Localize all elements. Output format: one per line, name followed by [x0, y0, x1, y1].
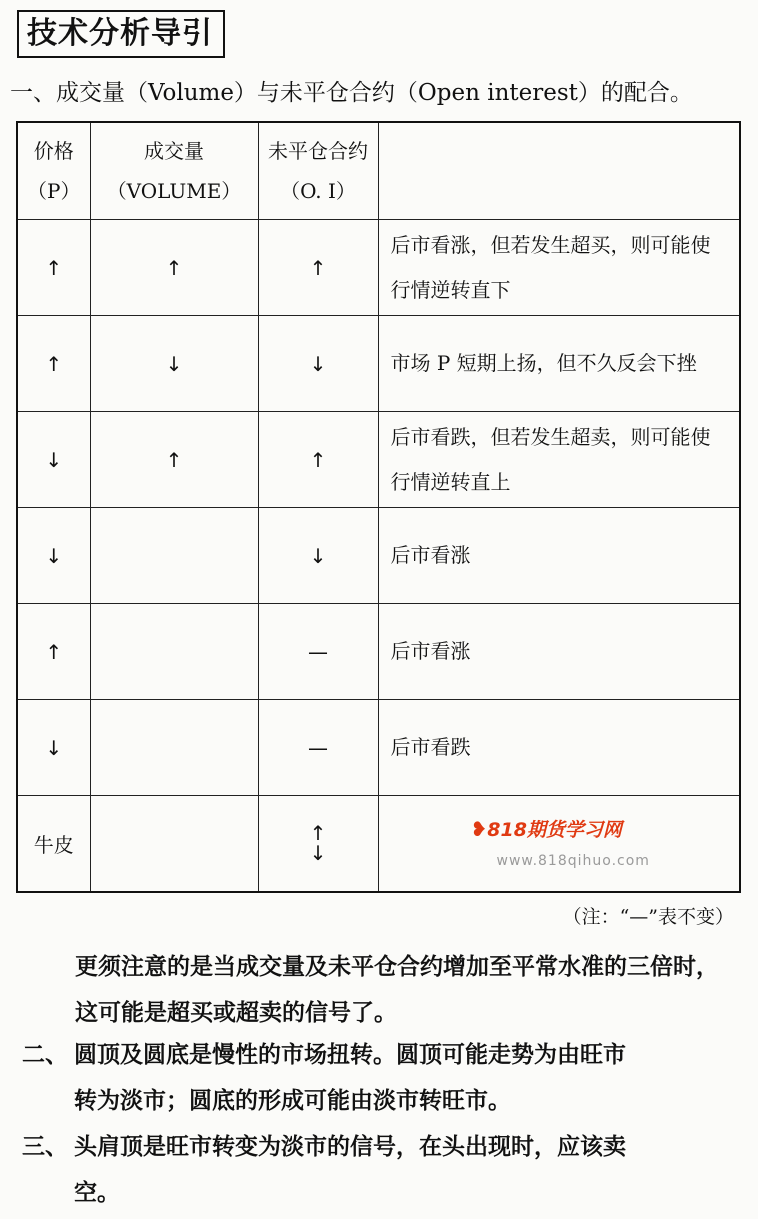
list-item-number: 三、 — [22, 1134, 68, 1160]
oi-cell — [258, 796, 378, 893]
header-desc — [378, 122, 740, 220]
oi-fluctuate — [309, 820, 327, 865]
oi-cell: — — [258, 604, 378, 700]
header-volume-symbol: （VOLUME） — [106, 179, 242, 203]
table-row — [17, 508, 740, 604]
desc-cell: 市场 P 短期上扬，但不久反会下挫 — [378, 316, 740, 412]
volume-cell — [90, 700, 258, 796]
watermark — [471, 807, 650, 869]
list-item — [22, 1032, 742, 1124]
oi-cell: ↓ — [258, 508, 378, 604]
table-row — [17, 220, 740, 316]
watermark-url: www.818qihuo.com — [496, 852, 650, 869]
price-cell: ↑ — [17, 220, 90, 316]
table-row — [17, 796, 740, 893]
price-cell: ↓ — [17, 700, 90, 796]
table-row — [17, 412, 740, 508]
list-item — [22, 1124, 742, 1216]
oi-cell: — — [258, 700, 378, 796]
desc-cell: 后市看涨 — [378, 604, 740, 700]
paragraph-volume-warning: 更须注意的是当成交量及未平仓合约增加至平常水准的三倍时，这可能是超买或超卖的信号了。 — [75, 954, 719, 1026]
volume-cell: ↓ — [90, 316, 258, 412]
list-item-text: 头肩顶是旺市转变为淡市的信号，在头出现时，应该卖 — [74, 1134, 626, 1160]
volume-cell: ↑ — [90, 220, 258, 316]
desc-cell: 后市看涨，但若发生超买，则可能使行情逆转直下 — [378, 220, 740, 316]
volume-cell — [90, 604, 258, 700]
oi-cell: ↑ — [258, 220, 378, 316]
table-row — [17, 604, 740, 700]
flame-logo-icon: ❥ — [470, 816, 488, 841]
header-price — [17, 122, 90, 220]
desc-cell: 后市看涨 — [378, 508, 740, 604]
header-price-symbol: （P） — [27, 179, 81, 203]
oi-cell: ↑ — [258, 412, 378, 508]
table-note: （注：“—”表不变） — [562, 906, 734, 928]
watermark-title: 818期货学习网 — [487, 818, 622, 841]
table-header-row — [17, 122, 740, 220]
price-cell: ↑ — [17, 316, 90, 412]
volume-oi-table — [16, 121, 741, 893]
header-volume — [90, 122, 258, 220]
list-item-continuation: 转为淡市；圆底的形成可能由淡市转旺市。 — [74, 1088, 511, 1114]
header-volume-label: 成交量 — [144, 139, 204, 163]
header-price-label: 价格 — [33, 139, 74, 163]
arrow-up-icon: ↑ — [309, 820, 327, 845]
list-item-continuation: 空。 — [74, 1180, 120, 1206]
table-row — [17, 316, 740, 412]
header-oi-symbol: （O. I） — [280, 179, 356, 203]
price-cell: ↓ — [17, 508, 90, 604]
price-cell: ↓ — [17, 412, 90, 508]
header-oi-label: 未平仓合约 — [268, 139, 368, 163]
volume-cell: ↑ — [90, 412, 258, 508]
list-item-text: 圆顶及圆底是慢性的市场扭转。圆顶可能走势为由旺市 — [74, 1042, 626, 1068]
desc-cell: 后市看跌，但若发生超卖，则可能使行情逆转直上 — [378, 412, 740, 508]
arrow-down-icon: ↓ — [309, 840, 327, 865]
desc-cell — [378, 796, 740, 893]
volume-cell — [90, 508, 258, 604]
price-cell: 牛皮 — [17, 796, 90, 893]
desc-cell: 后市看跌 — [378, 700, 740, 796]
header-oi — [258, 122, 378, 220]
list-item-number: 二、 — [22, 1042, 68, 1068]
table-row — [17, 700, 740, 796]
section-heading-1: 一、成交量（Volume）与未平仓合约（Open interest）的配合。 — [10, 80, 693, 106]
volume-cell — [90, 796, 258, 893]
oi-cell: ↓ — [258, 316, 378, 412]
price-cell: ↑ — [17, 604, 90, 700]
page-title: 技术分析导引 — [17, 10, 225, 58]
